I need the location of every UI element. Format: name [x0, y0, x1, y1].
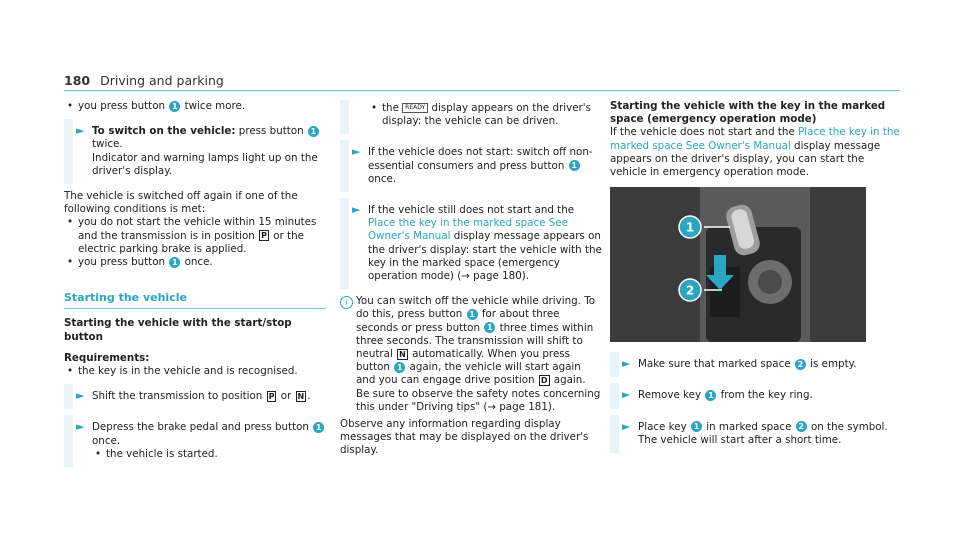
number-2-icon: 2 — [795, 359, 806, 370]
number-1-icon: 1 — [308, 126, 319, 137]
ready-icon: READY — [402, 103, 428, 113]
n-position-icon: N — [297, 391, 305, 401]
step-bar — [64, 415, 73, 467]
step-ready-display — [340, 100, 602, 134]
callout-2: 2 — [685, 283, 695, 298]
number-1-icon: 1 — [394, 362, 405, 373]
marked-space-photo — [610, 187, 866, 342]
step-bar — [340, 140, 349, 192]
step-bar — [340, 198, 349, 289]
list-item: • you do not start the vehicle within 15 minutes and the transmission is in position P or the electric parking brake is applied. — [64, 216, 326, 256]
callout-1: 1 — [685, 220, 695, 235]
step-arrow-icon: ► — [622, 388, 631, 402]
switched-off-text: The vehicle is switched off again if one of the following conditions is met: — [64, 190, 298, 216]
number-1-icon: 1 — [467, 309, 478, 320]
display-message-link: Place the key in the marked space See Owner's Manual — [368, 217, 568, 243]
list-item: • the key is in the vehicle and is recognised. — [64, 365, 326, 378]
chapter-title: Driving and parking — [100, 73, 224, 88]
number-2-icon: 2 — [796, 421, 807, 432]
step-arrow-icon: ► — [76, 389, 85, 403]
step-make-sure-empty: ► Make sure that marked space 2 is empty. — [610, 352, 900, 377]
number-1-icon: 1 — [484, 322, 495, 333]
info-icon: i — [340, 296, 353, 309]
step-arrow-icon: ► — [352, 145, 361, 159]
step-arrow-icon: ► — [622, 419, 631, 433]
p-position-icon: P — [261, 231, 267, 241]
step-arrow-icon: ► — [76, 124, 85, 138]
page-header — [64, 73, 224, 88]
step-arrow-icon: ► — [352, 203, 361, 217]
column-left — [64, 100, 326, 473]
number-1-icon: 1 — [705, 390, 716, 401]
subsection-title: Starting the vehicle with the start/stop button — [64, 317, 292, 343]
display-message-link: Place the key in the marked space See Owner's Manual — [610, 126, 900, 152]
list-item: • you press button 1 twice more. — [64, 100, 326, 113]
list-item: • the vehicle is started. — [92, 448, 326, 461]
step-depress-brake: ► Depress the brake pedal and press button 1 once. • the vehicle is started. — [64, 415, 326, 467]
step-bar — [610, 383, 619, 408]
step-arrow-icon: ► — [622, 357, 631, 371]
header-divider — [64, 90, 900, 91]
requirements-label: Requirements: — [64, 351, 150, 364]
list-item: • you press button 1 once. — [64, 256, 326, 269]
step-bar — [340, 100, 349, 134]
p-position-icon: P — [268, 391, 275, 401]
column-right: Starting the vehicle with the key in the marked space (emergency operation mode) If the vehicle does not start and the Place the key in the marked space See Owner's Manual display message appears on the driver's display, you can start the vehicle in emergency operation mode. 1 2 ► Make sure that marked space 2 is empty. ► Remove key 1 from the key ring. ► Place key 1 in marked space 2 on the symbol. The vehicle will start after a short time. — [610, 100, 900, 459]
number-1-icon: 1 — [569, 160, 580, 171]
step-bar — [610, 352, 619, 377]
step-bar — [64, 384, 73, 409]
step-remove-key: ► Remove key 1 from the key ring. — [610, 383, 900, 408]
step-switch-on: ► To switch on the vehicle: press button 1 twice. Indicator and warning lamps light up on the driver's display. — [64, 119, 326, 184]
n-position-icon: N — [399, 349, 406, 359]
page-number: 180 — [64, 73, 91, 88]
number-1-icon: 1 — [169, 257, 180, 268]
emergency-title: Starting the vehicle with the key in the marked space (emergency operation mode) — [610, 100, 886, 126]
step-switch-off-consumers: ► If the vehicle does not start: switch off non-essential consumers and press button 1 once. — [340, 140, 602, 192]
d-position-icon: D — [540, 375, 548, 385]
number-1-icon: 1 — [313, 422, 324, 433]
info-note: i You can switch off the vehicle while driving. To do this, press button 1 for about three seconds or press button 1 three times within three seconds. The transmission will shift to neutral N automatically. When you press button 1 again, the vehicle will start again and you can engage drive position D again. Be sure to observe the safety notes concerning this under "Driving tips" (→ page 181). — [340, 295, 602, 414]
step-bar — [610, 415, 619, 453]
list-item: • the READY display appears on the driver's display: the vehicle can be driven. — [368, 102, 602, 128]
number-1-icon: 1 — [169, 101, 180, 112]
section-title: Starting the vehicle — [64, 291, 326, 309]
step-bar — [64, 119, 73, 184]
number-1-icon: 1 — [691, 421, 702, 432]
step-arrow-icon: ► — [76, 420, 85, 434]
center-console-illustration — [610, 187, 866, 342]
step-shift: ► Shift the transmission to position P or N . — [64, 384, 326, 409]
step-place-key: ► Place key 1 in marked space 2 on the symbol. The vehicle will start after a short time. — [610, 415, 900, 453]
column-middle — [340, 100, 602, 458]
observe-text: Observe any information regarding display messages that may be displayed on the driver's display. — [340, 418, 589, 457]
step-emergency-start: ► If the vehicle still does not start and the Place the key in the marked space See Owner's Manual display message appears on the driver's display: start the vehicle with the key in the marked space (emergency operation mode) (→ page 180). — [340, 198, 602, 289]
